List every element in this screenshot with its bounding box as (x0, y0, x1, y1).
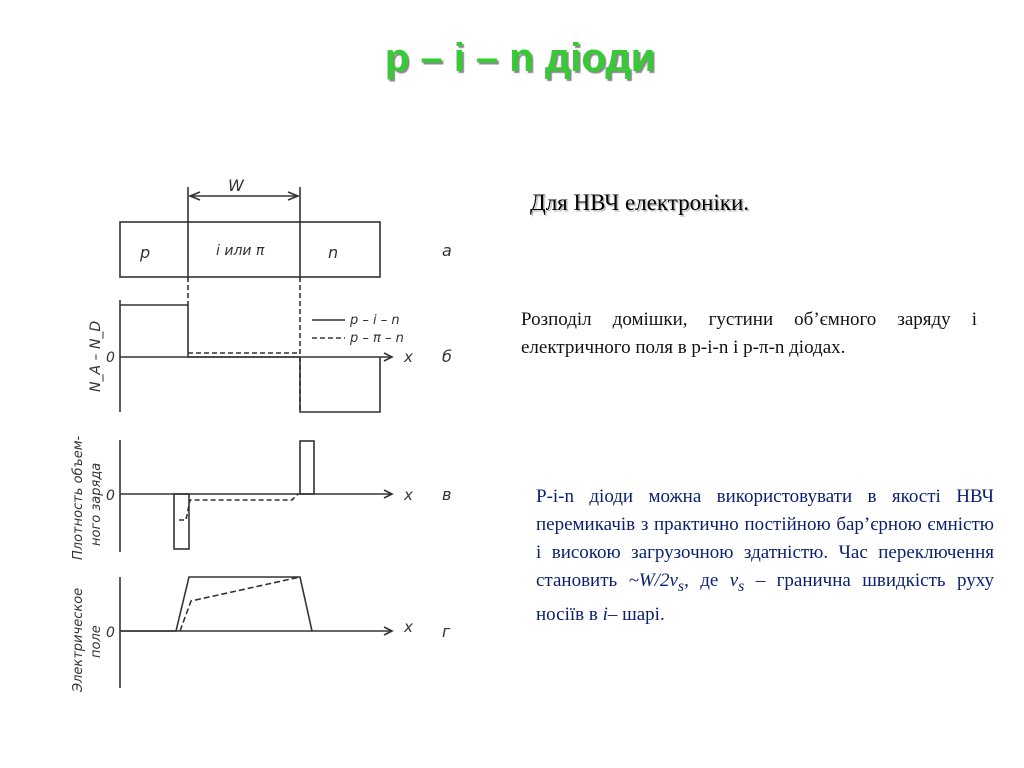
panel-letter-b: б (442, 347, 452, 366)
axis-b-x-label: x (404, 348, 413, 366)
field-profile-pin (120, 577, 312, 631)
region-i-label: i или π (216, 243, 265, 259)
doping-profile-pin (120, 305, 380, 412)
formula-main: ~W/2v (628, 570, 678, 591)
info-text-3: – гранична швидкість руху носіїв в (536, 570, 994, 625)
charge-positive-spike (300, 441, 314, 494)
zero-c: 0 (106, 488, 115, 504)
i-layer-letter: i (602, 603, 608, 625)
ylabel-d-line2: поле (89, 625, 104, 658)
zero-d: 0 (106, 625, 115, 641)
ylabel-c-line2: ного заряда (89, 462, 104, 546)
ylabel-c-line1: Плотность объем- (71, 435, 86, 560)
legend-solid-label: p – i – n (350, 313, 400, 328)
info-text-2: , де (684, 570, 730, 591)
legend-dashed-label: p – π – n (350, 331, 404, 346)
formula-sub: s (677, 577, 685, 595)
panel-letter-d: г (442, 622, 451, 641)
zero-b: 0 (106, 350, 115, 366)
slide-title: p – i – n діоди (384, 36, 656, 80)
subtitle: Для НВЧ електроніки. (530, 190, 750, 215)
ylabel-d-line1: Электрическое (71, 587, 86, 692)
region-p-label: p (140, 243, 151, 262)
field-profile-ppin (180, 577, 300, 631)
axis-c-x-label: x (404, 486, 413, 504)
vs-sub: s (738, 577, 745, 595)
charge-negative-spike (174, 494, 189, 549)
region-n-label: n (328, 243, 339, 262)
description-paragraph: Розподіл домішки, густини об’ємного заряду і електричного поля в p-i-n і p-π-n діодах. (521, 309, 977, 358)
info-text-1: P-i-n діоди можна використовувати в якості НВЧ перемикачів з практично постійною бар’єрною ємністю і високою загрузочною здатністю. Час переключення становить (536, 486, 994, 591)
panel-letter-a: а (442, 241, 452, 260)
vs-main: v (729, 570, 739, 591)
panel-letter-c: в (442, 485, 452, 504)
w-label: W (228, 176, 244, 195)
ylabel-b: N_A – N_D (88, 320, 104, 392)
axis-d-x-label: x (404, 618, 413, 636)
info-text-4: – шарі. (607, 603, 665, 625)
charge-dashed-profile (179, 494, 298, 520)
